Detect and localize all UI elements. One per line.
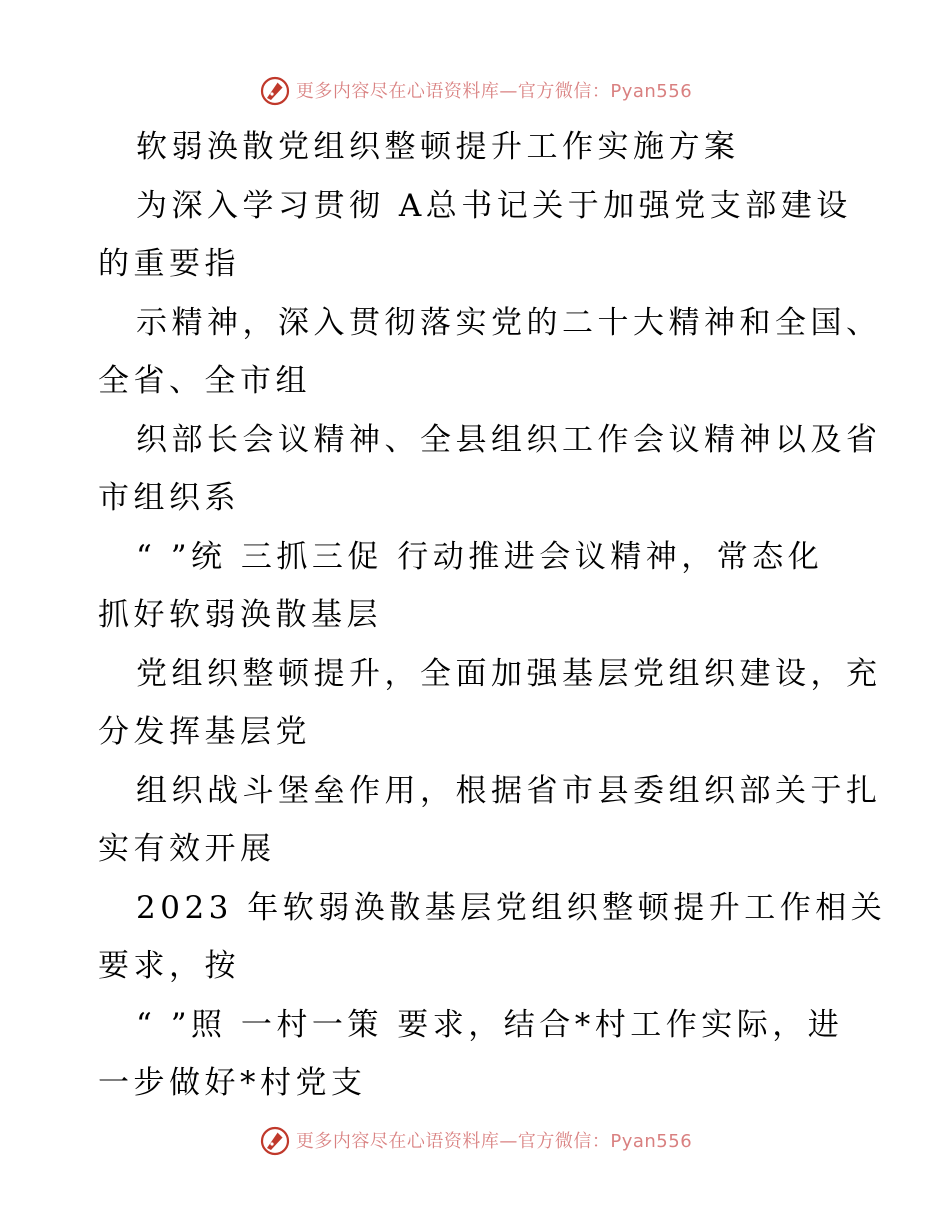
document-line: 织部长会议精神、全县组织工作会议精神以及省: [136, 421, 882, 458]
watermark-text: 更多内容尽在心语资料库—官方微信：Pyan556: [295, 81, 693, 102]
document-line: 抓好软弱涣散基层: [98, 597, 382, 633]
document-line: 软弱涣散党组织整顿提升工作实施方案: [136, 129, 740, 165]
document-body: [98, 118, 887, 1113]
document-line: 的重要指: [98, 246, 240, 282]
document-line: 为深入学习贯彻 A总书记关于加强党支部建设: [136, 187, 852, 224]
document-line: “ ”统 三抓三促 行动推进会议精神，常态化: [136, 538, 824, 575]
document-line: 实有效开展: [98, 831, 276, 867]
pen-nib-logo-icon: [258, 73, 292, 107]
document-line: 组织战斗堡垒作用，根据省市县委组织部关于扎: [136, 772, 882, 809]
document-line: 示精神，深入贯彻落实党的二十大精神和全国、: [136, 304, 882, 341]
document-line: “ ”照 一村一策 要求，结合*村工作实际，进: [136, 1006, 844, 1043]
document-line: 党组织整顿提升，全面加强基层党组织建设，充: [136, 655, 882, 692]
watermark-text: 更多内容尽在心语资料库—官方微信：Pyan556: [295, 1131, 693, 1152]
document-line: 要求，按: [98, 948, 240, 984]
header-watermark: [0, 70, 950, 110]
document-line: 分发挥基层党: [98, 714, 311, 750]
document-line: 全省、全市组: [98, 363, 311, 399]
document-line: 市组织系: [98, 480, 240, 516]
pen-nib-logo-icon: [258, 1123, 292, 1157]
footer-watermark: [0, 1120, 950, 1160]
document-line: 一步做好*村党支: [98, 1065, 367, 1101]
document-line: 2023 年软弱涣散基层党组织整顿提升工作相关: [136, 889, 887, 926]
